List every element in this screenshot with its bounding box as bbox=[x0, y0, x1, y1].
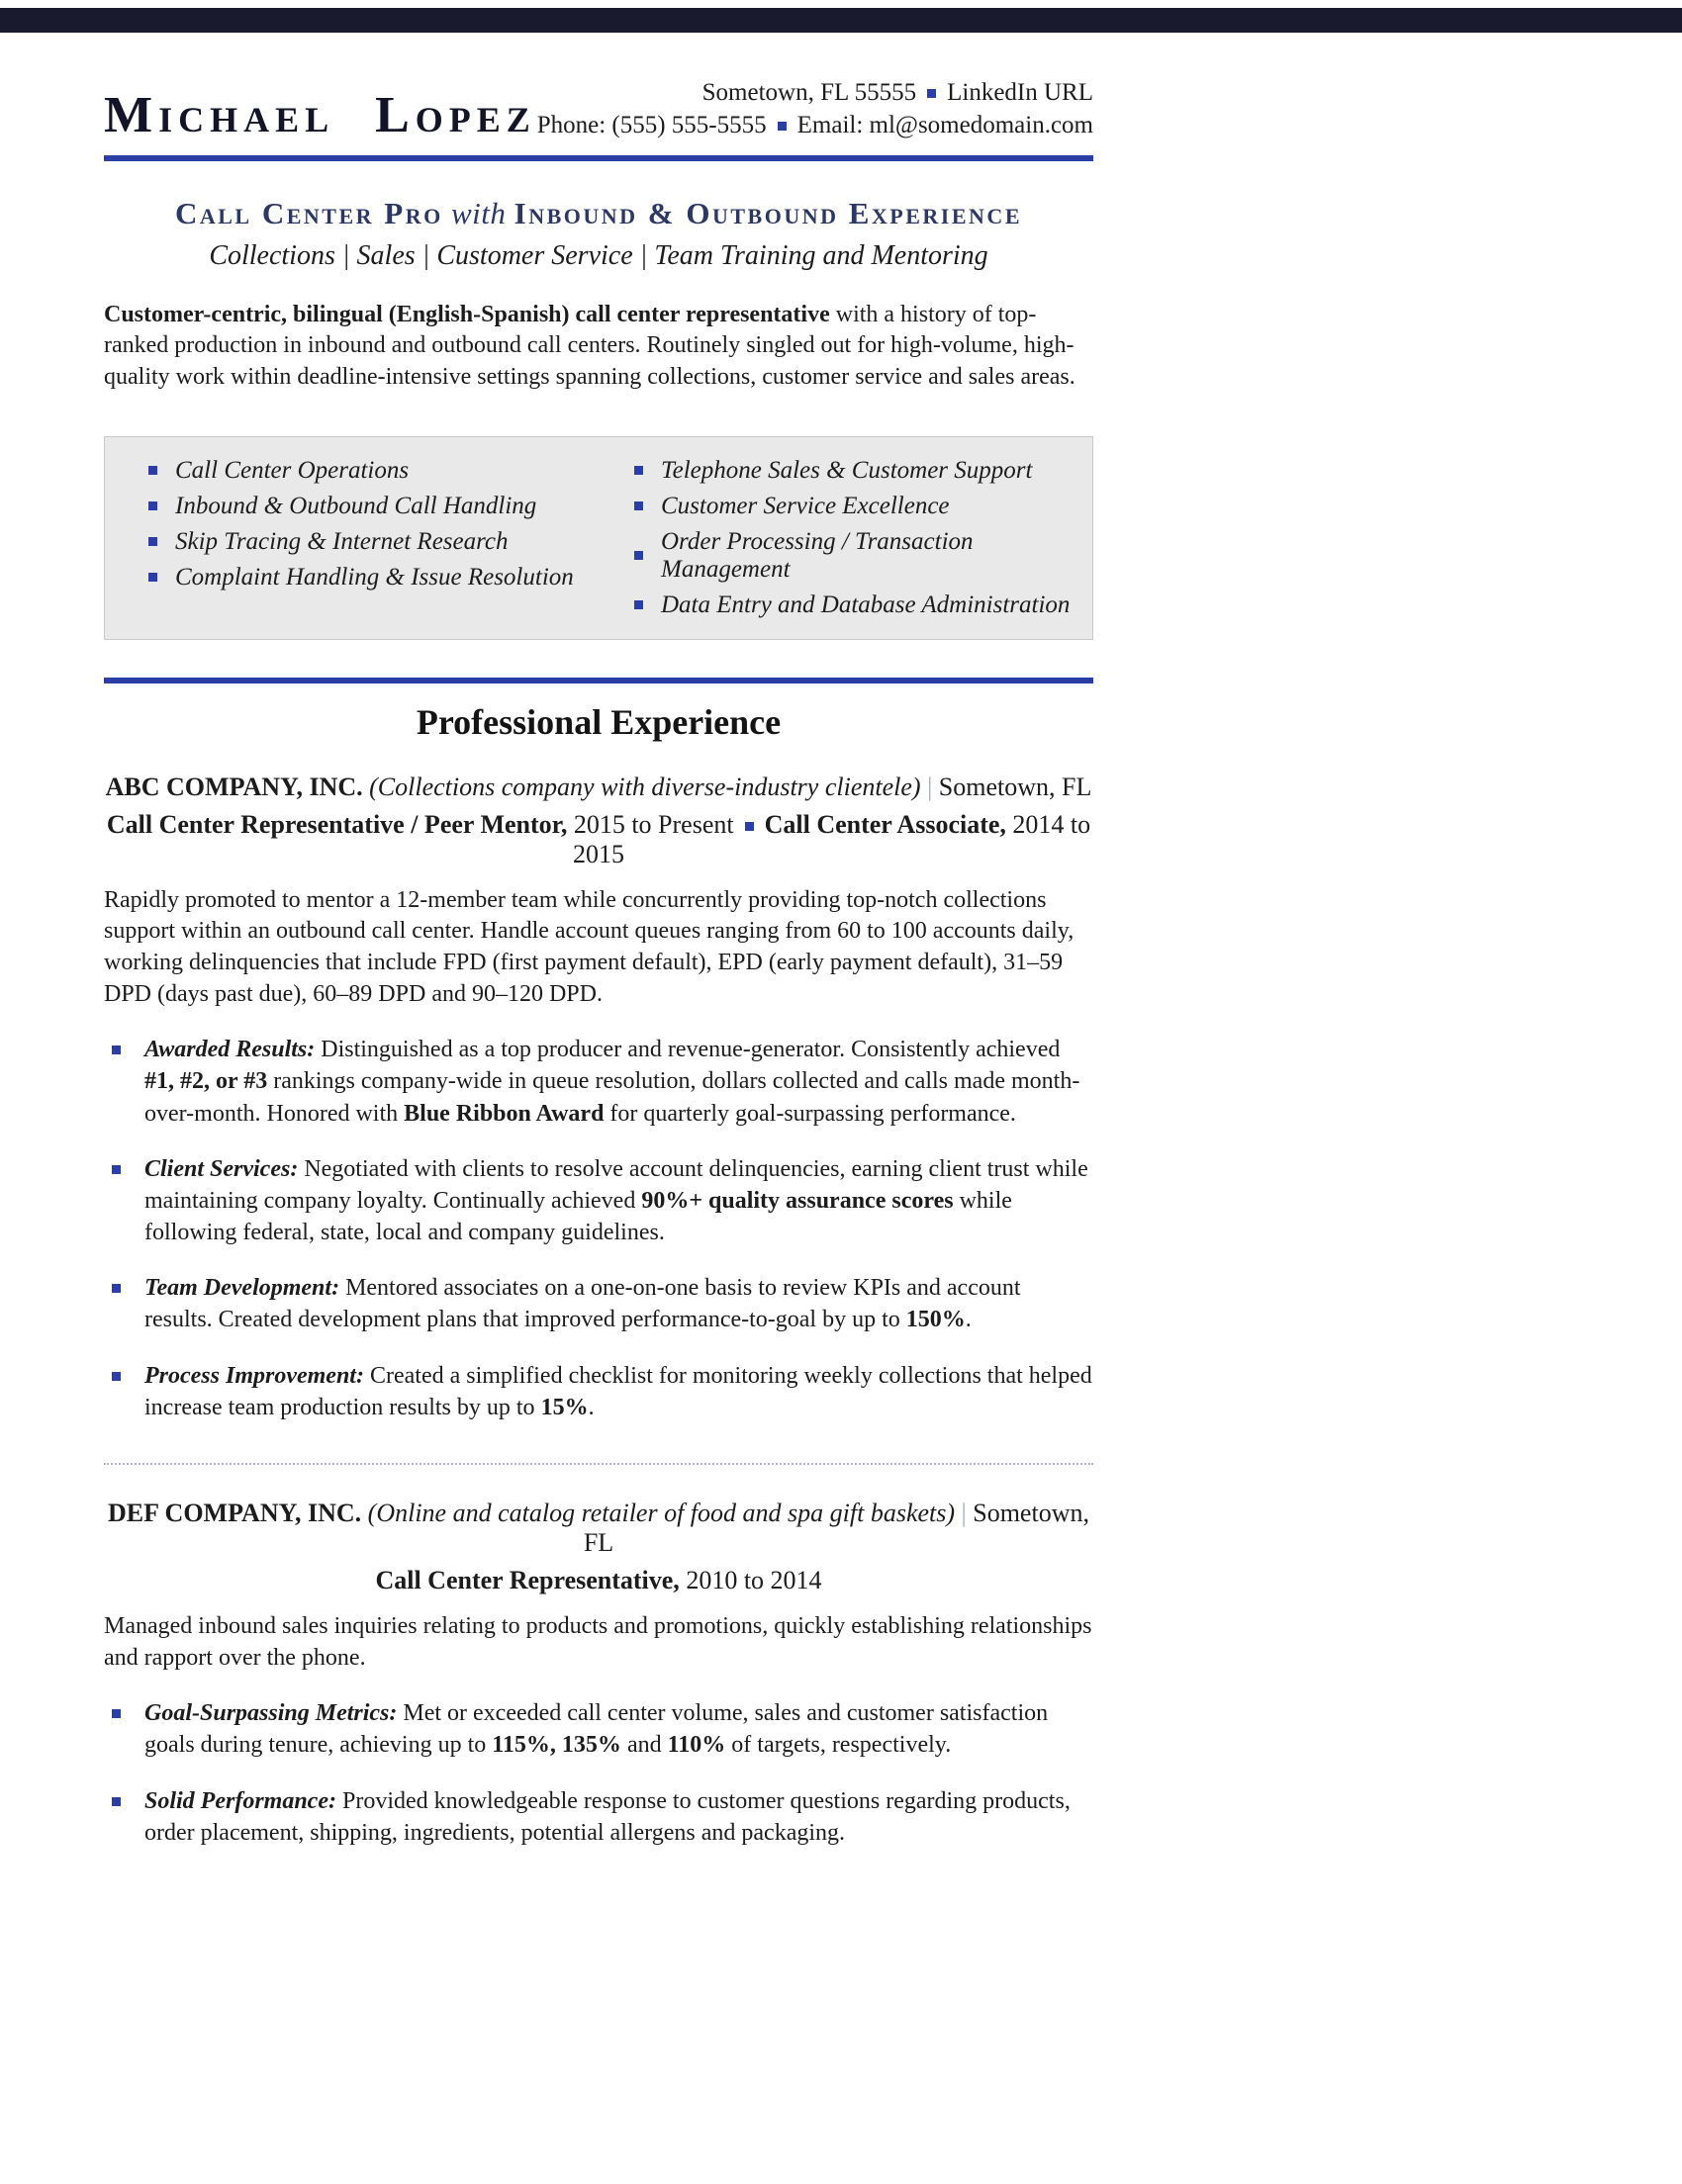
skills-column-left bbox=[113, 453, 599, 623]
skill-item bbox=[113, 560, 599, 595]
profile-summary: Customer-centric, bilingual (English-Spanish) call center representative with a history of top-ranked production in inbound and outbound call centers. Routinely singled out for high-volume, high-quality work within deadline-intensive settings spanning collections, customer service and sales areas. bbox=[104, 302, 1075, 390]
skill-label: Data Entry and Database Administration bbox=[661, 591, 1071, 618]
experience-entry-abc-company bbox=[104, 773, 1093, 1423]
skills-column-right bbox=[599, 453, 1084, 623]
bullet-square-icon bbox=[148, 501, 157, 510]
skill-label: Complaint Handling & Issue Resolution bbox=[175, 563, 574, 591]
skill-item bbox=[113, 524, 599, 560]
bullet-text: Process Improvement: Created a simplified checklist for monitoring weekly collections that helped increase team production results by up to 15%. bbox=[144, 1362, 1092, 1420]
resume-page bbox=[104, 33, 1093, 1849]
bullet-square-icon bbox=[112, 1709, 121, 1718]
bullet-square-icon bbox=[112, 1797, 121, 1806]
bullet-text: Client Services: Negotiated with clients to resolve account delinquencies, earning client trust while maintaining company loyalty. Continually achieved 90%+ quality assurance scores while following federal, state, local and company guidelines. bbox=[144, 1155, 1088, 1246]
job-titles-line: Call Center Representative, 2010 to 2014 bbox=[375, 1565, 822, 1594]
skill-label: Inbound & Outbound Call Handling bbox=[175, 492, 537, 519]
resume-headline bbox=[104, 195, 1093, 231]
section-title-professional-experience: Professional Experience bbox=[416, 701, 782, 742]
separator-square-icon bbox=[745, 822, 754, 831]
skill-label: Call Center Operations bbox=[175, 456, 410, 484]
bullet-square-icon bbox=[634, 551, 643, 560]
bullet-square-icon bbox=[634, 600, 643, 609]
separator-square-icon bbox=[927, 89, 936, 98]
bullet-text: Solid Performance: Provided knowledgeable response to customer questions regarding products, order placement, shipping, ingredients, potential allergens and packaging. bbox=[144, 1787, 1071, 1846]
skill-item bbox=[599, 489, 1084, 524]
experience-bullet bbox=[104, 1272, 1093, 1335]
contact-info bbox=[537, 76, 1093, 141]
bullet-text: Team Development: Mentored associates on a one-on-one basis to review KPIs and account results. Created development plans that improved performance-to-goal by up to 150%. bbox=[144, 1275, 1021, 1333]
skill-item bbox=[599, 588, 1084, 623]
headline-connector: with bbox=[442, 196, 514, 230]
contact-phone-email: Phone: (555) 555-5555 Email: ml@somedomain.com bbox=[536, 112, 1093, 138]
bullet-square-icon bbox=[112, 1046, 121, 1054]
skill-label: Customer Service Excellence bbox=[661, 492, 950, 519]
experience-bullet bbox=[104, 1360, 1093, 1423]
skill-item bbox=[599, 453, 1084, 489]
company-line: DEF COMPANY, INC. (Online and catalog retailer of food and spa gift baskets) | Sometown, FL bbox=[108, 1498, 1089, 1557]
bullet-square-icon bbox=[112, 1284, 121, 1293]
headline-block bbox=[104, 195, 1093, 272]
page-top-border bbox=[0, 8, 1682, 33]
experience-bullet bbox=[104, 1153, 1093, 1248]
skill-item bbox=[599, 524, 1084, 588]
experience-entry-def-company bbox=[104, 1499, 1093, 1849]
skill-label: Order Processing / Transaction Management bbox=[661, 527, 974, 583]
job-summary: Rapidly promoted to mentor a 12-member team while concurrently providing top-notch collections support within an outbound call center. Handle account queues ranging from 60 to 100 accounts daily, working delinquencies that include FPD (first payment default), EPD (early payment default), 31–59 DPD (days past due), 60–89 DPD and 90–120 DPD. bbox=[104, 886, 1075, 1007]
job-divider bbox=[104, 1463, 1093, 1465]
job-summary: Managed inbound sales inquiries relating to products and promotions, quickly establishing relationships and rapport over the phone. bbox=[104, 1612, 1092, 1671]
candidate-name: Michael Lopez bbox=[104, 87, 536, 143]
header-divider bbox=[104, 155, 1093, 161]
bullet-square-icon bbox=[148, 466, 157, 475]
bullet-square-icon bbox=[148, 573, 157, 582]
experience-bullet bbox=[104, 1034, 1093, 1129]
job-titles-line: Call Center Representative / Peer Mentor, 2015 to Present Call Center Associate, 2014 to 2015 bbox=[106, 809, 1091, 868]
specialties-line: Collections | Sales | Customer Service | Team Training and Mentoring bbox=[209, 240, 988, 272]
bullet-text: Goal-Surpassing Metrics: Met or exceeded call center volume, sales and customer satisfaction goals during tenure, achieving up to 115%, 135% and 110% of targets, respectively. bbox=[144, 1700, 1049, 1759]
skill-item bbox=[113, 453, 599, 489]
skill-item bbox=[113, 489, 599, 524]
experience-bullet bbox=[104, 1785, 1093, 1849]
resume-header bbox=[104, 33, 1093, 141]
headline-part1: Call Center Pro bbox=[174, 196, 443, 230]
headline-part2: Inbound & Outbound Experience bbox=[514, 196, 1022, 230]
skill-label: Telephone Sales & Customer Support bbox=[661, 456, 1033, 484]
core-skills-panel bbox=[104, 436, 1093, 640]
bullet-text: Awarded Results: Distinguished as a top producer and revenue-generator. Consistently achieved #1, #2, or #3 rankings company-wide in queue resolution, dollars collected and calls made month-over-month. Honored with Blue Ribbon Award for quarterly goal-surpassing performance. bbox=[144, 1037, 1080, 1127]
section-divider bbox=[104, 678, 1093, 683]
bullet-square-icon bbox=[112, 1165, 121, 1174]
bullet-square-icon bbox=[148, 537, 157, 546]
contact-location-linkedin: Sometown, FL 55555 LinkedIn URL bbox=[701, 79, 1093, 106]
bullet-square-icon bbox=[634, 466, 643, 475]
separator-square-icon bbox=[778, 122, 787, 131]
bullet-square-icon bbox=[112, 1372, 121, 1381]
company-line: ABC COMPANY, INC. (Collections company with diverse-industry clientele) | Sometown, FL bbox=[105, 772, 1092, 801]
skill-label: Skip Tracing & Internet Research bbox=[175, 527, 509, 555]
experience-bullet bbox=[104, 1697, 1093, 1761]
bullet-square-icon bbox=[634, 501, 643, 510]
